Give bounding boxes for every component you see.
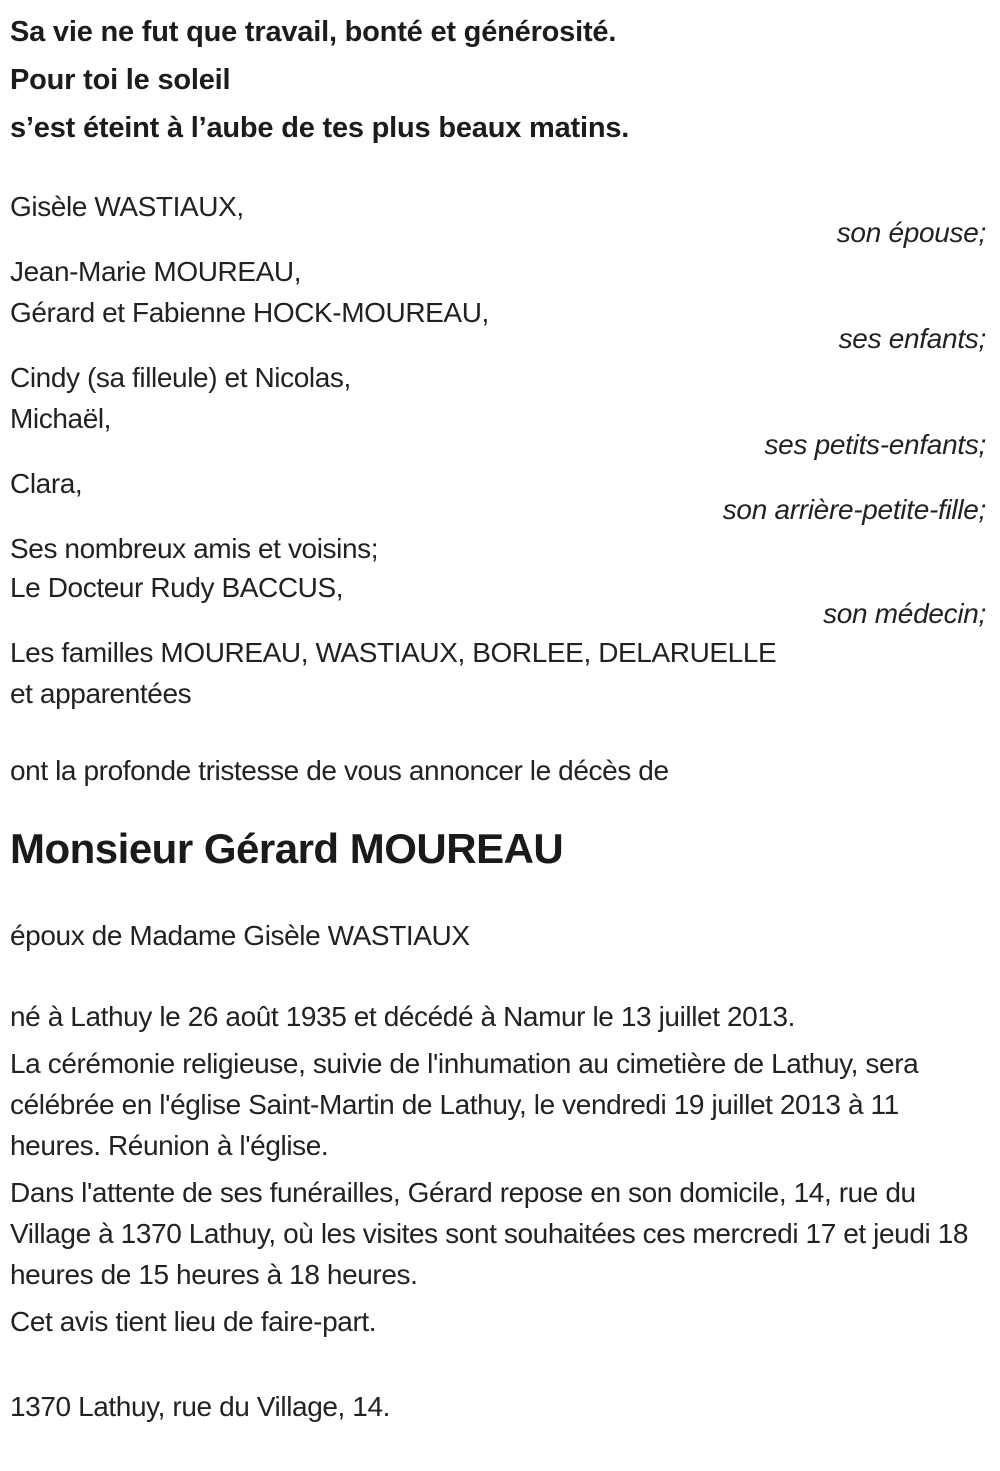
epigraph	[10, 8, 986, 152]
family-name: Michaël,	[10, 403, 112, 434]
notice-line: Cet avis tient lieu de faire-part.	[10, 1306, 377, 1337]
address-line: 1370 Lathuy, rue du Village, 14.	[10, 1391, 391, 1422]
spouse-line: époux de Madame Gisèle WASTIAUX	[10, 920, 470, 951]
family-name: Les familles MOUREAU, WASTIAUX, BORLEE, DELARUELLE	[10, 637, 777, 668]
family-group-great-grandchild	[10, 463, 986, 530]
epigraph-line: s’est éteint à l’aube de tes plus beaux matins.	[10, 112, 630, 144]
relation-label: son épouse;	[836, 217, 986, 248]
relation-label: son médecin;	[823, 598, 986, 629]
family-name: Le Docteur Rudy BACCUS,	[10, 572, 344, 603]
family-name: Cindy (sa filleule) et Nicolas,	[10, 362, 351, 393]
visitation-paragraph: Dans l'attente de ses funérailles, Gérard repose en son domicile, 14, rue du Village à 1370 Lathuy, où les visites sont souhaitées ces mercredi 17 et jeudi 18 heures de 15 heures à 18 heures.	[10, 1177, 969, 1290]
family-list	[10, 186, 986, 714]
family-name: Ses nombreux amis et voisins;	[10, 533, 379, 564]
family-group-friends	[10, 528, 986, 569]
relation-label: ses enfants;	[838, 323, 986, 354]
relation-label: son arrière-petite-fille;	[722, 494, 986, 525]
family-group-children	[10, 251, 986, 359]
family-name: Jean-Marie MOUREAU,	[10, 256, 302, 287]
family-group-families	[10, 632, 986, 714]
family-name: Gisèle WASTIAUX,	[10, 191, 244, 222]
ceremony-paragraph: La cérémonie religieuse, suivie de l'inhumation au cimetière de Lathuy, sera célébrée en l'église Saint-Martin de Lathuy, le vendredi 19 juillet 2013 à 11 heures. Réunion à l'église.	[10, 1048, 919, 1161]
announcement-intro: ont la profonde tristesse de vous annoncer le décès de	[10, 755, 669, 786]
deceased-name-heading: Monsieur Gérard MOUREAU	[10, 825, 564, 872]
family-group-spouse	[10, 186, 986, 253]
family-group-grandchildren	[10, 357, 986, 465]
family-group-doctor	[10, 567, 986, 634]
family-name: Clara,	[10, 468, 83, 499]
family-name: Gérard et Fabienne HOCK-MOUREAU,	[10, 297, 489, 328]
life-dates: né à Lathuy le 26 août 1935 et décédé à Namur le 13 juillet 2013.	[10, 1001, 796, 1032]
family-name: et apparentées	[10, 678, 192, 709]
epigraph-line: Sa vie ne fut que travail, bonté et générosité.	[10, 16, 617, 48]
epigraph-line: Pour toi le soleil	[10, 64, 231, 96]
relation-label: ses petits-enfants;	[764, 429, 986, 460]
